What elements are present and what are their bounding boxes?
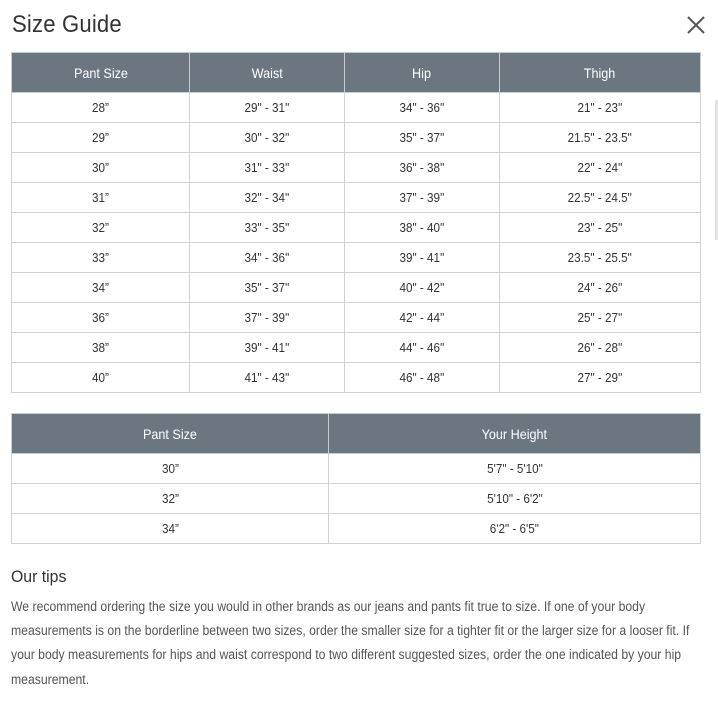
cell-value: 34" - 36" bbox=[399, 100, 445, 115]
table-cell bbox=[12, 243, 190, 273]
table-cell bbox=[190, 243, 345, 273]
cell-value: 22.5" - 24.5" bbox=[567, 190, 633, 205]
table-cell bbox=[190, 183, 345, 213]
cell-value: 26" - 28" bbox=[577, 340, 623, 355]
table-cell bbox=[12, 454, 329, 484]
cell-value: 33" - 35" bbox=[244, 220, 290, 235]
cell-value: 29” bbox=[92, 130, 109, 145]
table-cell bbox=[12, 93, 190, 123]
cell-value: 21.5" - 23.5" bbox=[567, 130, 633, 145]
height-table-column-header bbox=[329, 414, 701, 454]
table-cell bbox=[190, 333, 345, 363]
cell-value: 22" - 24" bbox=[577, 160, 623, 175]
table-cell bbox=[190, 153, 345, 183]
cell-value: 30” bbox=[92, 160, 109, 175]
table-cell bbox=[345, 183, 500, 213]
cell-value: 34" - 36" bbox=[244, 250, 290, 265]
cell-value: 46" - 48" bbox=[399, 370, 445, 385]
table-cell bbox=[12, 183, 190, 213]
cell-value: 44" - 46" bbox=[399, 340, 445, 355]
size-table-column-header bbox=[345, 53, 500, 93]
cell-value: 35" - 37" bbox=[244, 280, 290, 295]
tips-body: We recommend ordering the size you would in other brands as our jeans and pants fit true to size. If one of your body measurements is on the borderline between two sizes, order the smaller size for a tighter fit or the larger size for a looser fit. If your body measurements for hips and waist correspond to two different suggested sizes, order the one indicated by your hip measurement. bbox=[11, 599, 690, 687]
cell-value: 28” bbox=[92, 100, 109, 115]
cell-value: 39" - 41" bbox=[244, 340, 290, 355]
table-cell bbox=[500, 333, 701, 363]
cell-value: 30” bbox=[161, 461, 179, 476]
cell-value: 41" - 43" bbox=[244, 370, 290, 385]
table-cell bbox=[329, 484, 701, 514]
table-cell bbox=[500, 243, 701, 273]
size-table-body bbox=[12, 93, 701, 393]
table-cell bbox=[12, 333, 190, 363]
size-table-row bbox=[12, 183, 701, 213]
table-cell bbox=[345, 123, 500, 153]
cell-value: 32” bbox=[92, 220, 109, 235]
table-cell bbox=[500, 123, 701, 153]
cell-value: 35" - 37" bbox=[399, 130, 445, 145]
column-header-label: Pant Size bbox=[143, 425, 197, 442]
cell-value: 33” bbox=[92, 250, 109, 265]
column-header-label: Hip bbox=[412, 64, 432, 81]
cell-value: 39" - 41" bbox=[399, 250, 445, 265]
table-cell bbox=[345, 243, 500, 273]
table-cell bbox=[12, 153, 190, 183]
size-table-header bbox=[12, 53, 701, 93]
size-table-row bbox=[12, 333, 701, 363]
size-table-row bbox=[12, 303, 701, 333]
table-cell bbox=[345, 93, 500, 123]
cell-value: 40” bbox=[92, 370, 109, 385]
cell-value: 32” bbox=[161, 491, 179, 506]
close-button[interactable] bbox=[684, 13, 708, 37]
cell-value: 24" - 26" bbox=[577, 280, 623, 295]
cell-value: 23.5" - 25.5" bbox=[567, 250, 633, 265]
table-cell bbox=[190, 93, 345, 123]
table-cell bbox=[190, 213, 345, 243]
height-table-row bbox=[12, 484, 701, 514]
cell-value: 21" - 23" bbox=[577, 100, 623, 115]
size-table-row bbox=[12, 273, 701, 303]
cell-value: 36" - 38" bbox=[399, 160, 445, 175]
table-cell bbox=[500, 153, 701, 183]
table-cell bbox=[12, 514, 329, 544]
cell-value: 29" - 31" bbox=[244, 100, 290, 115]
height-table-body bbox=[12, 454, 701, 544]
table-cell bbox=[500, 363, 701, 393]
cell-value: 25" - 27" bbox=[577, 310, 623, 325]
height-table bbox=[11, 413, 701, 544]
size-table-row bbox=[12, 213, 701, 243]
table-cell bbox=[190, 273, 345, 303]
height-table-header bbox=[12, 414, 701, 454]
table-cell bbox=[345, 273, 500, 303]
size-table-row bbox=[12, 123, 701, 153]
size-table bbox=[11, 52, 701, 393]
table-cell bbox=[500, 273, 701, 303]
column-header-label: Waist bbox=[251, 64, 283, 81]
column-header-label: Pant Size bbox=[73, 64, 128, 81]
table-cell bbox=[12, 123, 190, 153]
height-table-row bbox=[12, 514, 701, 544]
table-cell bbox=[345, 153, 500, 183]
table-cell bbox=[345, 213, 500, 243]
cell-value: 5'10" - 6'2" bbox=[486, 491, 543, 506]
table-cell bbox=[500, 93, 701, 123]
size-table-row bbox=[12, 243, 701, 273]
cell-value: 36” bbox=[92, 310, 109, 325]
cell-value: 30" - 32" bbox=[244, 130, 290, 145]
table-cell bbox=[190, 363, 345, 393]
table-cell bbox=[500, 183, 701, 213]
cell-value: 5'7" - 5'10" bbox=[486, 461, 543, 476]
tips-heading: Our tips bbox=[11, 567, 67, 586]
cell-value: 38” bbox=[92, 340, 109, 355]
table-cell bbox=[345, 363, 500, 393]
table-cell bbox=[345, 303, 500, 333]
height-table-row bbox=[12, 454, 701, 484]
table-cell bbox=[345, 333, 500, 363]
page-title: Size Guide bbox=[12, 11, 122, 38]
column-header-label: Thigh bbox=[584, 64, 616, 81]
cell-value: 23" - 25" bbox=[577, 220, 623, 235]
size-table-row bbox=[12, 363, 701, 393]
table-cell bbox=[12, 363, 190, 393]
close-icon[interactable] bbox=[684, 13, 708, 37]
cell-value: 6'2" - 6'5" bbox=[489, 521, 540, 536]
size-table-column-header bbox=[500, 53, 701, 93]
size-table-row bbox=[12, 153, 701, 183]
table-cell bbox=[190, 123, 345, 153]
size-table-column-header bbox=[190, 53, 345, 93]
cell-value: 31" - 33" bbox=[244, 160, 290, 175]
cell-value: 37" - 39" bbox=[399, 190, 445, 205]
table-cell bbox=[329, 454, 701, 484]
table-cell bbox=[329, 514, 701, 544]
table-cell bbox=[12, 273, 190, 303]
table-cell bbox=[500, 303, 701, 333]
table-cell bbox=[12, 484, 329, 514]
cell-value: 32" - 34" bbox=[244, 190, 290, 205]
table-cell bbox=[12, 213, 190, 243]
cell-value: 42" - 44" bbox=[399, 310, 445, 325]
table-cell bbox=[500, 213, 701, 243]
height-table-column-header bbox=[12, 414, 329, 454]
table-cell bbox=[12, 303, 190, 333]
cell-value: 38" - 40" bbox=[399, 220, 445, 235]
cell-value: 40" - 42" bbox=[399, 280, 445, 295]
size-table-column-header bbox=[12, 53, 190, 93]
size-table-row bbox=[12, 93, 701, 123]
cell-value: 31” bbox=[92, 190, 109, 205]
cell-value: 34” bbox=[161, 521, 179, 536]
column-header-label: Your Height bbox=[481, 425, 548, 442]
cell-value: 37" - 39" bbox=[244, 310, 290, 325]
cell-value: 34” bbox=[92, 280, 109, 295]
table-cell bbox=[190, 303, 345, 333]
cell-value: 27" - 29" bbox=[577, 370, 623, 385]
